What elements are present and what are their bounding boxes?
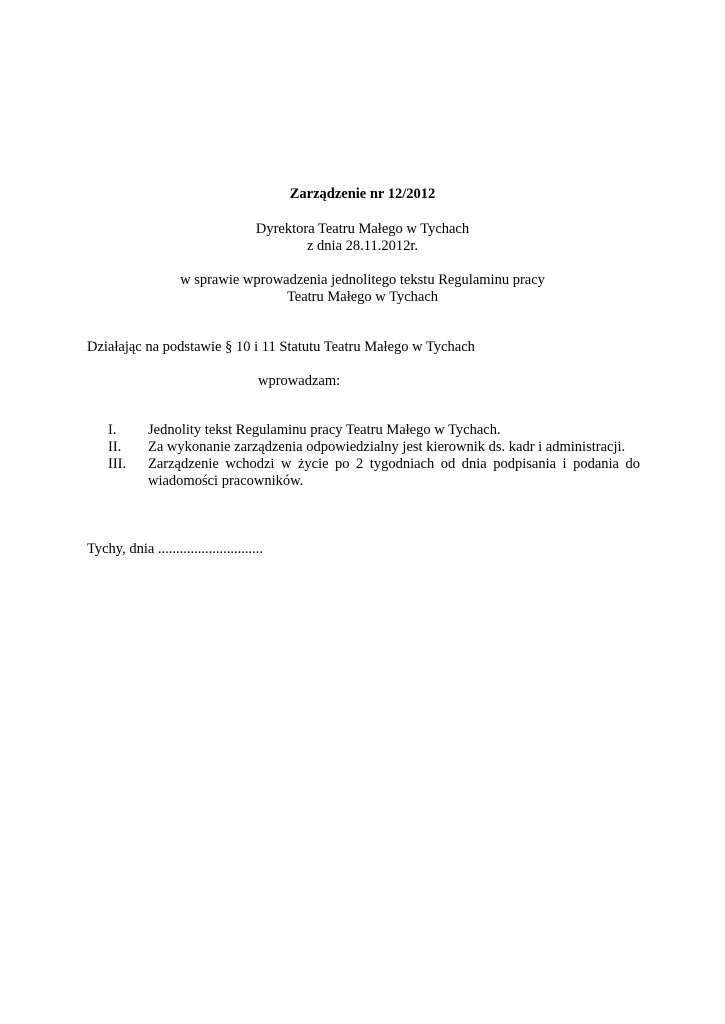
item-text: Jednolity tekst Regulaminu pracy Teatru Małego w Tychach.	[148, 422, 501, 438]
item-text: Zarządzenie wchodzi w życie po 2 tygodniach od dnia podpisania i podania do wiadomości pracowników.	[148, 456, 640, 489]
date-line: z dnia 28.11.2012r.	[306, 238, 418, 254]
list-item	[108, 422, 640, 439]
subject-line-2: Teatru Małego w Tychach	[286, 289, 439, 305]
introduce-label: wprowadzam:	[258, 373, 341, 389]
item-text: Za wykonanie zarządzenia odpowiedzialny jest kierownik ds. kadr i administracji.	[148, 439, 626, 455]
document-title: Zarządzenie nr 12/2012	[289, 186, 436, 202]
subject-line-1: w sprawie wprowadzenia jednolitego tekstu Regulaminu pracy	[180, 272, 545, 288]
issuer-line: Dyrektora Teatru Małego w Tychach	[255, 221, 470, 237]
legal-basis: Działając na podstawie § 10 i 11 Statutu Teatru Małego w Tychach	[87, 339, 475, 355]
item-numeral: II.	[108, 439, 122, 455]
list-item	[108, 456, 640, 490]
item-numeral: I.	[108, 422, 117, 438]
list-item	[108, 439, 640, 456]
place-date-line: Tychy, dnia .............................	[87, 541, 264, 557]
item-numeral: III.	[108, 456, 127, 472]
provisions-list	[108, 422, 640, 490]
